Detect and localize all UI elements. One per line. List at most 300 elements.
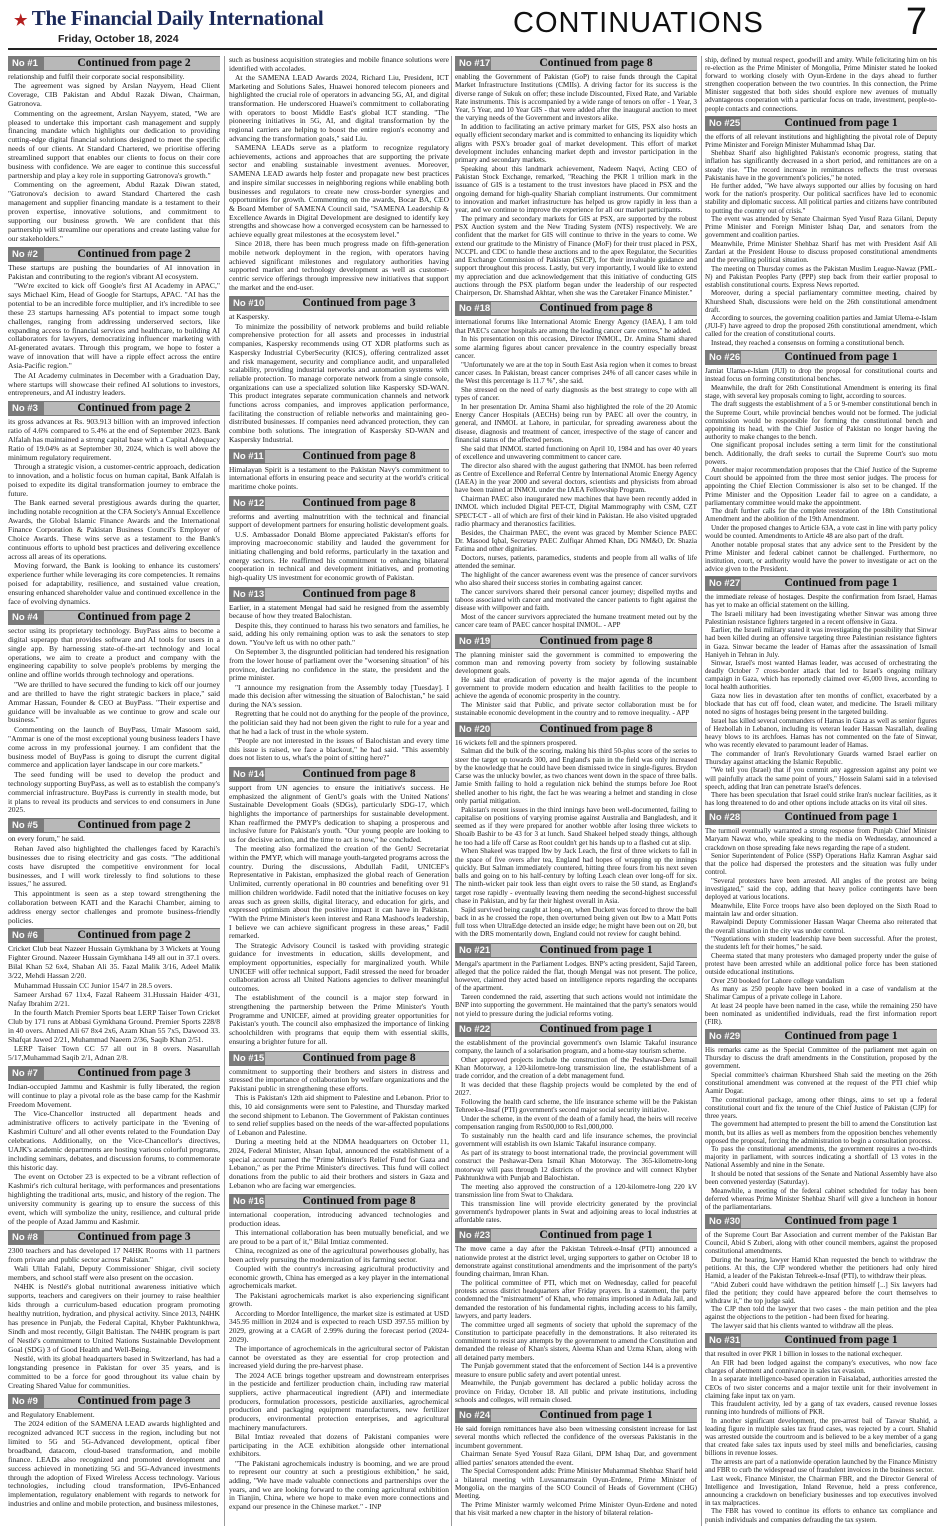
continuation-header (455, 56, 697, 71)
paragraph: that resulted in over PKR 1 billion in losses to the national exchequer. (705, 1350, 903, 1359)
article (229, 496, 449, 583)
article-body (705, 827, 937, 1026)
paragraph: "We are thrilled to have secured the funding to kick off our journey and are thrilled to have the right strategic backers in place," said Ammar Hassan, Founder & CEO at BuyPass. "Their expertise and guidance will be invaluable as we continue to grow and scale our business." (8, 679, 220, 725)
paragraph: Israel has killed several commanders of Hamas in Gaza as well as senior figures of Hezbollah in Lebanon, including its veteran leader Hassan Nasrallah, dealing heavy blows to its archfoes. Hamas has not commented on the fate of Sinwar, who was recently elevated to paramount leader of Hamas. (705, 716, 937, 750)
continuation-number: No #21 (455, 944, 491, 957)
article (229, 1051, 449, 1191)
paragraph: The Special Correspondent adds: Prime Minister Muhammad Shehbaz Sharif held a bilateral meeting with Luvsannamsrain Oyun-Erdene, Prime Minister of Mongolia, on the margins of the SCO Council of Heads of Government (CHG) Meeting. (455, 1467, 697, 1500)
paragraph: Following the health card scheme, the life insurance scheme will be the Pakistan Tehreek-e-Insaf (PTI) government's second major social security initiative. (455, 1098, 697, 1115)
paragraph: at Kaspersky. (229, 312, 270, 322)
paragraph: This transmission line will provide electricity generated by the provincial government's hydropower plants in Swat and adjoining areas to local industries at affordable rates. (455, 1199, 697, 1224)
paragraph: Moving forward, the Bank is looking to enhance its customers' experience further while leveraging its core competencies. It remains poised for adaptability, resilience, and sustained value creation, ensuring enhanced shareholder value and continued excellence in the face of evolving dynamics. (8, 561, 220, 606)
paragraph: SAMENA LEADs serve as a platform to recognize regulatory achievements, actions and approaches that are supporting the private sector and enabling sustainable investment avenues. Moreover, SAMENA LEAD awards help foster and propagate new best practices and inspire similar successes in neighboring regions while enabling both businesses and regulators to create new cross-border synergies and opportunities for growth. Commenting on the awards, Bocar BA, CEO & Board Member of SAMENA Council said, "SAMENA Leadership & Excellence Awards in Digital Development are designed to identify key strengths and showcase how a converged ecosystem can be harnessed to achieve equally great milestones at the ecosystem level." (229, 143, 449, 240)
continuation-label: Continued from page 8 (302, 449, 416, 462)
continuation-header (705, 1214, 937, 1229)
paragraph: This fraudulent activity, led by a gang of tax evaders, caused revenue losses running into hundreds of millions of PKR. (705, 1400, 937, 1417)
continuation-header (455, 634, 697, 649)
article-body (455, 1425, 697, 1517)
paragraph: She said that INMOL started functioning on April 10, 1984 and has over 40 years of excellence and unwavering commitment to cancer care. (455, 444, 697, 461)
article-body (229, 784, 449, 1047)
paragraph: The establishment of the council is a major step forward in strengthening the partnership between the Prime Minister's Youth Programme and UNICEF, aimed at providing greater opportunities for Pakistan's youth. The council also emphasized the importance of linking schoolchildren with programs that equip them with essential skills, ensuring a brighter future for all. (229, 993, 449, 1046)
continuation-number: No #16 (229, 1195, 265, 1208)
continuation-header (229, 1051, 449, 1066)
continuation-number: No #29 (705, 1030, 741, 1043)
paragraph: To sustainably run the health card and life insurance schemes, the provincial government will establish its own Islamic Takaful insurance company. (455, 1132, 697, 1149)
paragraph: Instead, they reached a consensus on forming a constitutional bench. (711, 339, 905, 347)
continuation-header (8, 1230, 220, 1245)
article (8, 247, 220, 399)
paragraph: Senior Superintendent of Police (SSP) Operations Hafiz Kamran Asghar said that the police had dispersed the protesters and the situation was fully under control. (705, 852, 937, 877)
article-body (705, 593, 937, 807)
paragraph: The meeting also approved the construction of a 120-kilometre-long 220 kV transmission line from Swat to Chakdara. (455, 1182, 697, 1199)
continuation-header (229, 296, 449, 311)
article (705, 56, 937, 113)
paragraph: One significant proposal includes setting a term limit for the constitutional bench. Additionally, the draft seeks to curtail the Supreme Court's suo motu powers. (705, 441, 937, 466)
continuation-label: Continued from page 1 (784, 1215, 898, 1227)
paragraph: The committee urged all segments of society that uphold the supremacy of the Constitution to participate peacefully in the demonstrations. It also reiterated its commitment to resist any attempts by the government to amend the Constitution and demanded the release of Khan's sisters, Aleema Khan and Uzma Khan, along with all detained party members. (455, 1320, 697, 1362)
paragraph: "Negotiations with student leadership have been successful. After the protest, the students left for their homes," he said. (705, 935, 937, 952)
paragraph: Meanwhile, the draft for 26th Constitutional Amendment is entering its final stage, with several key proposals coming to light, according to sources. (705, 383, 937, 400)
paragraph: Through a strategic vision, a customer-centric approach, dedication to innovation, and a holistic focus on human capital, Bank Alfalah is poised to expedite its digital transformation journey to embrace the future. (8, 462, 220, 499)
continuation-header (705, 810, 937, 825)
paragraph: Sajid survived being caught at long-on, when Duckett was forced to throw the ball back in as he crossed the rope, then overturned being given out lbw to a Matt Potts full toss when UltraEdge detected an inside edge; he might have been out on 20, but with the DRS momentarily down, England could not review for caught behind. (455, 905, 697, 939)
paragraph: Indian-occupied Jammu and Kashmir is fully liberated, the region will continue to play a pivotal role as the base camp for the Kashmir Freedom Movement. (8, 1082, 220, 1110)
article (455, 1022, 697, 1225)
article (455, 1228, 697, 1404)
paragraph: the immediate release of hostages. Despite the confirmation from Israel, Hamas has yet to make an official statement on the killing. (705, 592, 937, 610)
paragraph: Despite this, they continued to harass his two senators and families, he said, adding his only remaining option was to ask the senators to step down. "You've left us with no other path." (229, 620, 449, 648)
continuation-header (705, 576, 937, 591)
continuation-label: Continued from page 1 (539, 1229, 653, 1242)
continuation-label: Continued from page 1 (784, 1030, 898, 1043)
article-body (8, 264, 220, 399)
continuation-header (229, 767, 449, 782)
continuation-header (229, 587, 449, 602)
paragraph: In the fourth Match Premier Sports beat LERP Taiser Town Cricket Club by 171 runs at Abbasi Gymkhana Ground. Premier Sports 228/8 in 40 overs. Ahmed Ali 67 8x4 2x6, Azam Khan 55 7x5, Dawood 33. Shafqat Jawed 2/21, Muhammad Naeem 2/36, Saqib Khan 2/51. (8, 1008, 220, 1044)
paragraph: The meeting also formalized the creation of the GenU Secretariat within the PMYP, which will manage youth-targeted programs across the country. During the discussions, Abdullah Fadil, UNICEF's Representative in Pakistan, emphasized the global reach of Generation Unlimited, currently operational in 80 countries and benefiting over 91 million children worldwide. Fadil noted that the initiative focuses on key areas such as green skills, digital literacy, and education for girls, and expressed optimism about the positive impact it can have in Pakistan. "With the Prime Minister's keen interest and Rana Mashood's leadership, I believe we can achieve significant progress in these areas," Fadil remarked. (229, 844, 449, 941)
paragraph: It should be noted that sessions of the Senate and National Assembly have also been convened yesterday (Saturday). (705, 1170, 937, 1187)
continuation-number: No #17 (455, 57, 491, 70)
paragraph: Cheema stated that many protesters who damaged property under the guise of protest have been arrested while an additional police force has been stationed outside educational institutions. (705, 951, 937, 976)
continuation-header (8, 56, 220, 71)
article (229, 56, 449, 292)
continuation-label: Continued from page 8 (539, 722, 653, 735)
article-body (229, 604, 449, 763)
paragraph: The draft further calls for the complete restoration of the 18th Constitutional Amendment and the abolition of the 19th Amendment. (705, 507, 937, 524)
paragraph: Earlier, the Israeli military stated it was investigating the possibility that Sinwar had been killed during an offensive targeting three Palestinian resistance fighters in Gaza. Sinwar became the leader of Hamas after the assassination of Ismail Haniyeh in Tehran in July. (705, 626, 937, 659)
paragraph: In a separate intelligence-based operation in Faisalabad, authorities arrested the CEOs of two sister concerns and a major textile unit for their involvement in claiming fake input tax on yarn. (705, 1375, 937, 1400)
paragraph: Regretting that he could not do anything for the people of the province, the politician said they had not been given the right to rule for a year and that he had a lack of trust in the whole system. (229, 709, 449, 736)
article (455, 722, 697, 939)
continuation-number: No #2 (8, 248, 44, 261)
paragraph: These startups are pushing the boundaries of AI innovation in Pakistan and contributing to the region's vibrant AI ecosystem. (8, 262, 220, 281)
paragraph: Shehbaz Sharif also highlighted Pakistan's economic progress, stating that inflation has significantly decreased in a short period, and remittances are on a steady rise. "The record increase in remittances reflects the trust overseas Pakistanis have in the government's policies," he noted. (705, 149, 937, 182)
article (8, 1394, 220, 1509)
paragraph: of the Supreme Court Bar Association and current member of the Pakistan Bar Council, Abid S Zuberi, along with other council members, against the proposed constitutional amendments. (705, 1231, 937, 1256)
continuation-label: Continued from page 1 (784, 1334, 898, 1347)
continuation-header (455, 1408, 697, 1423)
paragraph: the efforts of all relevant institutions and highlighting the pivotal role of Deputy Prime Minister and Foreign Minister Muhammad Ishaq Dar. (705, 132, 937, 149)
article (705, 810, 937, 1026)
continuation-header (229, 449, 449, 464)
continuation-label: Continued from page 1 (539, 1409, 653, 1421)
paragraph: According to sources, the governing coalition parties and Jamiat Ulema-e-Islam (JUI-F) have agreed to drop the proposed 26th constitutional amendment, which called for the creation of constitutional courts. (705, 314, 937, 339)
continuation-header (229, 496, 449, 511)
paragraph: The political committee of PTI, which met on Wednesday, called for peaceful protests across district headquarters after Friday prayers. In a statement, the party condemned the "mistreatment" of Khan, who remains imprisoned in Adiala Jail, and demanded the restoration of his fundamental rights, including access to his family, lawyers, and party leaders. (455, 1278, 697, 1320)
continuation-number: No #11 (229, 450, 265, 463)
article-body (229, 513, 449, 583)
article-body (455, 1039, 697, 1225)
continuation-number: No #25 (705, 117, 741, 130)
continuation-label: Continued from page 1 (539, 1022, 653, 1035)
paragraph: This is Pakistan's 12th aid shipment to Palestine and Lebanon. Prior to this, 10 aid consignments were sent to Palestine, and Thursday marked the second shipment to Lebanon. The Government of Pakistan continues to send relief supplies based on the needs of the war-affected populations of Lebanon and Palestine. (229, 1093, 449, 1137)
paragraph: Meanwhile, Prime Minister Shehbaz Sharif has met with President Asif Ali Zardari at the President House to discuss proposed constitutional amendments and the prevailing political situation. (705, 239, 937, 265)
paragraph: The move came a day after the Pakistan Tehreek-e-Insaf (PTI) announced a nationwide protest at the district level, urging supporters to gather on October 18 to demonstrate against constitutional amendments and the imprisonment of the party's founding chairman, Imran Khan. (455, 1245, 697, 1278)
article-body (8, 418, 220, 607)
continuation-label: Continued from page 8 (302, 587, 416, 600)
continuation-number: No #18 (455, 302, 491, 315)
continuation-label: Continued from page 8 (539, 634, 653, 647)
paragraph: The FBR has vowed to continue its efforts to enhance tax compliance and punish individuals and companies defrauding the tax system. (705, 1507, 937, 1524)
continuation-number: No #30 (705, 1215, 741, 1228)
paragraph: Bilal Imtiaz revealed that dozens of Pakistani companies were participating in the ACE exhibition alongside other international exhibitors. (229, 1431, 449, 1459)
paragraph: international forums like International Atomic Energy Agency (IAEA), I am told that PAEC's cancer hospitals are among the leading cancer care centres," he added. (455, 318, 697, 335)
paragraph: Meanwhile, the Punjab government has declared a public holiday across the province on Friday, October 18. All public and private institutions, including schools and colleges, will remain closed. (455, 1379, 697, 1404)
column-divider (224, 56, 225, 1526)
article-body (705, 367, 937, 573)
paragraph: The cancer survivors shared their personal cancer journey; dispelled myths and taboos associated with cancer and motivated the cancer patients to fight against the disease with willpower and faith. (455, 587, 697, 613)
paragraph: sector using its proprietary technology. BuyPass aims to become a digital superapp that provides software and AI tools for users in a single app. By harnessing state-of-the-art technology and local operations, we aim to create a product and company with the engineering capability to solve people's problems by merging the online and offline worlds through technology and operations. (8, 625, 220, 680)
continuation-header (8, 247, 220, 262)
paragraph: The 2024 edition of the SAMENA LEAD awards highlighted and recognized advanced ICT success in the region, including but not limited to 5G and 5G-Advanced development, optical fiber broadband, datacom, cloud-based transformation, and mobile finance. LEADs also recognized and promoted development and success achieved in monetizing 5G and 5G-Advanced investments through the adoption of Fixed Wireless Access technology. Various technologies, including cloud transformation, IPv6-Enhanced implementation, regulatory enablement with regards to network for industries and online and mobile protection, and business milestones, (8, 1419, 220, 1509)
article (8, 56, 220, 244)
paragraph: Muhammad Hussain CC Junior 154/7 in 28.5 overs. (14, 980, 173, 990)
paragraph: support from UN agencies to ensure the initiative's success. He emphasized the alignment of GenU's goals with the United Nations' Sustainable Development Goals (SDGs), particularly SDG-17, which highlights the importance of partnerships for sustainable development. Khan reaffirmed the PMYP's dedication to shaping a prosperous and inclusive future for Pakistan's youth. "Our young people are looking to us for decisive action, and the time to act is now," he concluded. (229, 782, 449, 845)
paragraph: An FIR had been lodged against the company's executives, who now face charges of abetment and connivance in sales tax evasion. (705, 1358, 937, 1375)
paragraph: Tareen condemned the raid, asserting that such actions would not intimidate the BNP into supporting the government. He maintained that the party's senators would not yield to pressure during the judicial reforms voting. (455, 993, 697, 1018)
paragraph: "We tell you (Israel) that if you commit any aggression against any point we will painfully attack the same point of yours," Hossein Salami said in a televised speech, adding that Iran can penetrate Israel's defences. (705, 766, 937, 791)
continuation-number: No #27 (705, 577, 741, 590)
article-body (705, 133, 937, 347)
paragraph: Besides, the Chairman PAEC, the event was graced by Member Science PAEC Dr. Masood Iqbal, Secretary PAEC Zulfiqar Ahmed Khan, DG NM&O, Dr. Shazia Fatima and other dignitaries. (455, 528, 697, 553)
paragraph: Another major recommendation proposes that the Chief Justice of the Supreme Court should be appointed from the three most senior judges. The process for appointing the Chief Election Commissioner is also set to be changed. If the Prime Minister and the Opposition Leader fail to agree on a candidate, a parliamentary committee would make the appointment. (705, 466, 937, 507)
article-body (455, 739, 697, 939)
continuation-label: Continued from page 2 (77, 57, 191, 69)
paragraph: In addition to facilitating an active primary market for GIS, PSX also hosts an equally efficient secondary market and is committed to enhancing its liquidity which aligns with PSX's broader goal of market development. This effort of market development includes enhancing market depth and investor participation in the primary and secondary markets. (455, 123, 697, 164)
paragraph: Cricket Club beat Nazeer Hussain Gymkhana by 3 Wickets at Young Fighter Ground. Nazeer Hussain Gymkhana 149 all out in 37.1 overs. Bilal Khan 52 6x4, Shaban Ali 35. Fazal Malik 3/16, Adeel Malik 3/22, Mehdi Hassan 2/20. (8, 944, 220, 981)
paragraph: The meeting on Thursday comes as the Pakistan Muslim League-Nawaz (PML-N) and Pakistan Peoples Party (PPP) step back from their earlier proposal to establish constitutional courts. Express News reported. (705, 264, 937, 289)
continuation-label: Continued from page 1 (784, 351, 898, 364)
paragraph: The draft suggests the establishment of a 5 or 9-member constitutional bench in the Supreme Court, while provincial benches would not be formed. The judicial commission would be responsible for forming the constitutional bench and appointing its head, with the Chief Justice of Pakistan no longer having the authority to make changes to the bench. (705, 400, 937, 441)
continuation-number: No #12 (229, 497, 265, 510)
continuation-header (8, 1066, 220, 1081)
paragraph: Mengal's apartment in the Parliament Lodges. BNP's acting president, Sajid Tareen, alleged that the police raided the flat, though Mengal was not present. The police, however, claimed they acted based on intelligence reports regarding the occupants of the apartment. (455, 959, 697, 993)
continuation-number: No #8 (8, 1231, 44, 1244)
paragraph: This appointment is seen as a step toward strengthening the collaboration between KATI and the Karachi Chamber, aiming to address energy sector challenges and promote business-friendly policies. (8, 888, 220, 925)
paragraph: its gross advances at Rs. 903.913 billion with an improved infection ratio of 4.6% compared to 5.4% at the end of September 2023. Bank Alfalah has maintained a strong capital base with a Capital Adequacy Ratio of 19.04% as at September 30, 2024, which is well above the minimum regulatory requirement. (8, 417, 220, 462)
continuation-number: No #20 (455, 723, 491, 736)
paragraph: The event on October 23 is expected to be a vibrant reflection of Kashmir's rich cultural heritage, with performances and presentations highlighting the traditional arts, music, and history of the region. The university community is gearing up to ensure the success of this event, which will symbolize the unity, resilience, and cultural pride of the people of Azad Jammu and Kashmir. (8, 1172, 220, 1226)
paragraph: Meanwhile, Elite Force troops have also been deployed on the Sixth Road to maintain law and order situation. (705, 901, 937, 918)
paragraph: Himalayan Spirit is a testament to the Pakistan Navy's commitment to international efforts in ensuring peace and security at the world's critical maritime choke points. (229, 464, 449, 491)
paragraph: Commenting on the agreement, Abdul Razak Diwan stated, "Gatronova's decision to award Standard Chartered the cash management and supplier financing mandate is a testament to their proven expertise, innovative solutions, and commitment to supporting our business growth. We are confident that this partnership will streamline our operations and create lasting value for our stakeholders." (8, 180, 220, 243)
continuation-header (8, 1394, 220, 1409)
paragraph: Commenting on the agreement, Arslan Nayyem, stated, "We are pleased to undertake this important cash management and supply financing mandate which highlights our dedication to providing cutting-edge digital financial solutions designed to meet the specific needs of our clients. At Standard Chartered, we prioritise offering streamlined support that enables our clients to focus on their core business with confidence. We are eager to continue this successful partnership and play a key role in supporting Gatronova's growth." (8, 108, 220, 180)
continuation-number: No #7 (8, 1067, 44, 1080)
paragraph: enabling the Government of Pakistan (GoP) to raise funds through the Capital Market Infrastructure Institutions (CMIIs). A driving factor for its success is the diverse range of Sukuk on offer; these include Discounted, Fixed Rate, and Variable Rate instruments. This is accompanied by a wide range of tenors on offer - 1 Year, 3 Year, 5 Year, and 10 Year GIS - that were added after the inaugural auction to meet the varying needs of the Government and investors alike. (455, 73, 697, 123)
article (8, 928, 220, 1063)
paragraph: Meanwhile, a meeting of the federal cabinet scheduled for today has been deferred whereas Prime Minister Shehbaz Sharif will give a luncheon in honour of the parliamentarians. (705, 1186, 937, 1211)
paragraph: and Regulatory Enablement. (8, 1409, 95, 1419)
paragraph: In her presentation Dr. Amina Shami also highlighted the role of the 20 Atomic Energy Cancer Hospitals (AECHs) being run by PAEC all over the country, in general, and INMOL at Lahore, in particular, for spreading awareness about the disease, diagnosis and treatment of cancer, irrespective of the stage of cancer and financial status of the affected person. (455, 402, 697, 444)
paragraph: The director also shared with the august gathering that INMOL has been referred as Centre of Excellence and Referral Centre by International Atomic Energy Agency (IAEA) in the year 2000 and several doctors, scientists and physicists from abroad have been trained at INMOL under the IAEA Fellowship Program. (455, 461, 697, 495)
continuation-header (705, 1029, 937, 1044)
paragraph: The government had attempted to present the bill to amend the Constitution last month, but its allies as well as members from the opposition benches vehemently opposed the proposal, forcing the administration to begin a consultation process. (705, 1120, 937, 1145)
issue-date: Friday, October 18, 2024 (58, 33, 179, 45)
paragraph: relationship and fulfil their corporate social responsibility. (8, 72, 185, 81)
paragraph: At least 24 people have been named in the case, while the remaining 250 have been nominated as unidentified individuals, read the first information report (FIR). (705, 1001, 937, 1027)
paragraph: Sameer Arshad 67 11x4, Fazal Raheem 31.Hussain Haider 4/31, Nafay Ibrahim 2/21. (8, 989, 220, 1008)
article-body (705, 1046, 937, 1211)
paragraph: The CJP then told the lawyer that two cases - the main petition and the plea against the objections to the petition - had been fixed for hearing. (705, 1305, 937, 1322)
paragraph: During the hearing, lawyer Hamid Khan requested the bench to withdraw the petitions. At this, the CJP wondered whether the petitioners had only hired Hamid, a leader of the Pakistan Tehreek-e-Insaf (PTI), to withdraw their pleas. (705, 1255, 937, 1280)
paragraph: The Punjab government stated that the enforcement of Section 144 is a preventive measure to ensure public safety and avert potential unrest. (455, 1362, 697, 1379)
paragraph: Gaza now lies in devastation after ten months of conflict, exacerbated by a blockade that has cut off food, clean water, and medicine. The Israeli military noted no signs of hostages being present in the targeted building. (705, 692, 937, 717)
paragraph: Commenting on the launch of BuyPass, Umair Masoom said, "Ammar is one of the most exceptional young business leaders I have come across in my professional journey. I am confident that the business model of BuyPass is going to disrupt the current digital commerce and application layer landscape in our core markets." (8, 724, 220, 770)
article (705, 350, 937, 573)
continuation-header (455, 1022, 697, 1037)
paragraph: According to Mordor Intelligence, the market size is estimated at USD 345.95 million in 2024 and is expected to reach USD 397.55 million by 2029, growing at a CAGR of 2.99% during the forecast period (2024-2029). (229, 1308, 449, 1344)
paragraph: Under the proposed changes to Article 63A, a vote cast in line with party policy would be counted. Amendments to Article 48 are also part of the draft. (705, 523, 937, 540)
continuation-number: No #15 (229, 1052, 265, 1065)
paragraph: To pass the constitutional amendments, the government requires a two-thirds majority in parliament, with sources indicating a shortfall of 13 votes in the National Assembly and nine in the Senate. (705, 1145, 937, 1170)
continuation-header (455, 301, 697, 316)
paragraph: Rawalpindi Deputy Commissioner Hassan Waqar Cheema also reiterated that the overall situation in the city was under control. (705, 918, 937, 935)
paragraph: Last week, Finance Minister, the Chairman FBR, and the Director General of Intelligence and Investigation, Inland Revenue, held a press conference, announcing a crackdown on beneficiary businesses and top executives involved in tax malpractices. (705, 1474, 937, 1507)
article (705, 1214, 937, 1330)
paragraph: It was decided that these flagship projects would be completed by the end of 2027. (455, 1081, 697, 1098)
paragraph: "Abid Zuberi could have withdrawn the petition himself [...] Six lawyers had filed the petition; they could have appeared before the court themselves to withdraw it," the top judge said. (705, 1280, 937, 1305)
paragraph: He further added, "We have always supported our allies by focusing on hard work for the nation's prosperity. Our political sacrifices have led to economic stability and diplomatic success. All political parties and citizens have contributed to putting the country out of crisis." (705, 182, 937, 215)
article (8, 401, 220, 607)
paragraph: U.S. Ambassador Donald Blome appreciated Pakistan's efforts for improving macroeconomic stability and lauded the government for initiating challenging and bold reforms, particularly in the taxation and energy sectors. He reaffirmed his commitment to enhancing bilateral cooperation in technical and development initiatives, and promoting high-quality US investment for economic growth of Pakistan. (229, 529, 449, 583)
article-body (8, 945, 220, 1063)
continuation-label: Continued from page 8 (539, 57, 653, 69)
article-body (229, 56, 449, 292)
article-body (229, 1211, 449, 1511)
paragraph: The Prime Minister warmly welcomed Prime Minister Oyun-Erdene and noted that his visit marked a new chapter in the history of bilateral relation- (455, 1500, 697, 1517)
paragraph: The Strategic Advisory Council is tasked with providing strategic guidance for investments in education, skills development, and employment opportunities, especially for marginalized youth. While UNICEF will offer technical support, Fadil stressed the need for broader collaboration across all United Nations agencies to deliver meaningful outcomes. (229, 940, 449, 994)
paragraph: The agreement was signed by Arslan Nayyem, Head Client Coverage, CIB Pakistan and Abdul Razak Diwan, Chairman, Gatronova. (8, 81, 220, 109)
continuation-header (705, 116, 937, 131)
paragraph: The highlight of the cancer awareness event was the presence of cancer survivors who also shared their success stories in combating against cancer. (455, 570, 697, 587)
continuation-label: Continued from page 1 (784, 576, 898, 589)
paragraph: The Vice-Chancellor instructed all department heads and administrative officers to actively participate in the 'Evening of Kashmiri Culture' and all other events related to the Foundation Day celebrations. Additionally, on the Vice-Chancellor's directives, UAJK's academic departments are hosting various colorful programs, including seminars, debates, and discussion forums, to commemorate this historic day. (8, 1109, 220, 1172)
article (455, 56, 697, 297)
article (229, 767, 449, 1047)
paragraph: LERP Taiser Town CC 57 all out in 8 overs. Nasarullah 5/17,Muhammad Saqib 2/1, Adnan 2/8. (8, 1044, 220, 1063)
paragraph: ;reforms and averting malnutrition with the technical and financial support of development partners for ensuring holistic development goals. (229, 511, 449, 530)
paragraph: The primary and secondary markets for GIS at PSX, are supported by the robust PSX Auction system and the New Trading System (NTS) respectively. We are confident that the market for GIS will continue to thrive in the years to come. We extend our gratitude to the Ministry of Finance (MoF) for their trust placed in PSX, NCCPL and CDC to handle these auctions and to the apex Regulator, the Securities and Exchange Commission of Pakistan (SECP), for their invaluable guidance and support throughout this process. Lastly, but very importantly, I would like to extend my appreciation and due acknowledgement that this initiative of conducting GIS auctions through the PSX platform began under the leadership of our respected Chairperson, Dr. Shamshad Akhtar, when she was the Caretaker Finance Minister." (455, 214, 697, 297)
paragraph: commitment to supporting their brothers and sisters in distress and stressed the importance of collaboration by welfare organizations and the Pakistani public in strengthening these efforts. (229, 1066, 449, 1093)
article-body (455, 960, 697, 1018)
continuation-header (8, 928, 220, 943)
continuation-header (8, 401, 220, 416)
continuation-number: No #31 (705, 1334, 741, 1347)
continuation-header (8, 818, 220, 833)
continuation-number: No #1 (8, 57, 44, 70)
paragraph: Jamiat Ulama-e-Islam (JUI) to drop the proposal for constitutional courts and instead focus on forming constitutional benches. (705, 367, 937, 384)
article (229, 296, 449, 444)
continuation-label: Continued from page 8 (302, 767, 416, 780)
continuation-label: Continued from page 1 (784, 811, 898, 824)
column-divider (451, 56, 452, 1526)
paragraph: To minimize the possibility of network problems and build reliable comprehensive protection for all assets and processes in industrial companies, Kaspersky recommends using OT XDR platforms such as Kaspersky Industrial CyberSecurity (KICS), offering centralized asset and risk management, security and compliance audit, and unparalleled scalability, providing industrial networks and automation systems with reliable protection. To manage corporate network from a single console, organizations can use a specialized solution like Kaspersky SD-WAN. This product integrates separate communication channels and network functions across companies, and improves application performance, facilitating the construction of reliable networks and maintaining geo-distributed businesses. If companies need advanced protection, they can combine both solutions. The integration of Kaspersky SD-WAN and Kaspersky Industrial. (229, 321, 449, 444)
paragraph: China, recognized as one of the agricultural powerhouses globally, has been actively pursuing the modernization of its farming sector. (229, 1246, 449, 1264)
article (705, 116, 937, 347)
continuation-label: Continued from page 2 (77, 819, 191, 832)
paragraph: Chairman PAEC also inaugurated new machines that have been recently added in INMOL which included Digital PET-CT, Digital Mammography with CSM, CZT SPECT-CT - all of which are first of their kind in Pakistan. He also visited upgraded radio pharmacy and theranostics facilities. (455, 495, 697, 528)
paragraph: The constitutional package, among other things, aims to set up a federal constitutional court and fix the tenure of the Chief Justice of Pakistan (CJP) for three years. (705, 1095, 937, 1120)
paragraph: the establishment of the provincial government's own Islamic Takaful insurance company, the launch of a solarisation program, and a home-stay tourism scheme. (455, 1038, 697, 1055)
paragraph: There has been speculation that Israel could strike Iran's nuclear facilities, as it has long threatened to do and other options include attacks on its vital oil sites. (705, 791, 937, 808)
paragraph: N4HK is Nestlé's global nutritional awareness initiative which supports, teachers and caregivers on their journey to raise healthier kids through a curriculum-based education program promoting healthy nutrition, hydration, and physical activity. Since 2013, N4HK has presence in Punjab, the Federal Capital, Khyber Pakhtunkhwa, Sindh and most recently, Gilgit Baltistan. The N4HK program is part of Nestlé's commitment to United Nations Sustainable Development Goal (SDG) 3 of Good Health and Well-Being. (8, 1282, 220, 1354)
paragraph: international cooperation, introducing advanced technologies and production ideas. (229, 1210, 449, 1229)
paragraph: Since 2018, there has been much progress made on fifth-generation mobile network deployment in the region, with operators having achieved significant milestones and regulatory authorities having supported market and technology development as well as customer-centric service offerings through impressive new initiatives that support the market and the end-user. (229, 239, 449, 292)
continuation-label: Continued from page 1 (539, 943, 653, 956)
column-3 (455, 56, 697, 1526)
article-body (8, 1411, 220, 1509)
paragraph: Doctors, nurses, patients, paramedics, students and people from all walks of life attended the seminar. (455, 553, 697, 570)
continuation-header (705, 350, 937, 365)
paragraph: Sinwar, Israel's most wanted Hamas leader, was accused of orchestrating the deadly October 7 cross-border attack that led to Israel's ongoing military campaign in Gaza, which has reportedly claimed over 45,000 lives, according to local health authorities. (705, 659, 937, 692)
continuation-label: Continued from page 8 (302, 1051, 416, 1064)
paragraph: The Bank earned several prestigious awards during the quarter, including notable recognition at the CFA Society's Annual Excellence Awards, the Global Islamic Finance Awards and the International Finance Corporation & Pakistan Business Council's Employer of Choice Awards. These wins serve as a testament to the Bank's continuous efforts to uphold best practices and delivering excellence across all areas of its operations. (8, 498, 220, 561)
paragraph: ship, defined by mutual respect, goodwill and amity. While felicitating him on his re-election as the Prime Minister of Mongolia, Prime Minister stated he looked forward to working closely with Oyun-Erdene in the days ahead to further strengthen cooperation between the two countries. In this connection, the Prime Minister suggested that both sides should explore new avenues of mutually advantageous cooperation with a particular focus on trade, investment, people-to-people contacts and connections. (705, 56, 937, 113)
paragraph: "I announce my resignation from the Assembly today [Tuesday]. I made this decision after witnessing the situation of Balochistan," he said during the NA's session. (229, 682, 449, 709)
paragraph: Nestlé, with its global headquarters based in Switzerland, has had a longstanding presence in Pakistan for over 35 years, and is committed to be a force for good throughout its value chain by Creating Shared Value for communities. (8, 1354, 220, 1390)
paragraph: The 2024 ACE brings together upstream and downstream enterprises in the pesticide and fertilizer production chain, including raw material suppliers, active pharmaceutical ingredient (API) and intermediate producers, formulation processors, pesticide auxiliaries, agrochemical production and packaging equipment manufacturers, new fertilizer producers, environmental protection enterprises, and agricultural machinery manufacturers. (229, 1370, 449, 1432)
paragraph: "Unfortunately we are at the top in South East Asia region when it comes to breast cancer cases. In Pakistan, breast cancer comprises 24% of all cancer cases while in the West this percentage is 11.7 %", she said. (455, 360, 697, 385)
paragraph: "We're excited to kick off Google's first AI Academy in APAC," says Michael Kim, Head of Google for Startups, APAC. "AI has the potential to be an incredible force multiplier, and it's incredible to see these 23 startups harnessing AI's potential to impact some tough challenges, ranging from addressing underserved sectors, like expanding access to financial services and healthcare, to building AI collaborators for lawyers, democratizing influencer marketing with AI-generated avatars. Through this program, we hope to foster a wave of innovation that will have a ripple effect across the entire Asia-Pacific region." (8, 281, 220, 371)
paragraph: Under the scheme, in the event of the death of a family head, the heirs will receive compensation ranging from Rs500,000 to Rs1,000,000. (455, 1115, 697, 1132)
article (8, 610, 220, 816)
continuation-number: No #9 (8, 1395, 44, 1408)
paragraph: As many as 250 people have been booked in a case of vandalism at the Shalimar Campus of a private college in Lahore. (705, 985, 937, 1002)
article-body (705, 1350, 937, 1523)
article (8, 1230, 220, 1391)
article (455, 301, 697, 629)
continuation-header (229, 1194, 449, 1209)
article (229, 1194, 449, 1511)
brand-name: The Financial Daily International (31, 6, 324, 30)
continuation-number: No #13 (229, 588, 265, 601)
article (455, 943, 697, 1018)
article-body (229, 1068, 449, 1191)
article-body (229, 466, 449, 492)
paragraph: "The Pakistani agrochemicals industry is booming, and we are proud to represent our country at such a prestigious exhibition," he said, adding, "We have made valuable connections and partnerships over the years, and we are looking forward to the coming agricultural exhibition in Tianjin, China, where we hope to make even more connections and expand our presence in the Chinese market." - INP (229, 1458, 449, 1512)
star-icon: ★ (14, 13, 28, 29)
paragraph: The AI Academy culminates in December with a Graduation Day, where startups will showcase their refined AI solutions to investors, entrepreneurs, and AI industry leaders. (8, 370, 220, 398)
article-body (455, 318, 697, 629)
continuation-number: No #22 (455, 1023, 491, 1036)
article (229, 587, 449, 763)
paragraph: The seed funding will be used to develop the product and technology supporting BuyPass, as well as to establish the company's commercial infrastructure. BuyPass is currently in stealth mode, but it plans to reveal its products and services to end consumers in June 2025. (8, 769, 220, 815)
article (705, 576, 937, 807)
article-body (8, 627, 220, 816)
article-body (705, 1231, 937, 1330)
article-body (8, 1083, 220, 1227)
paragraph: Special committee's chairman Khursheed Shah said the meeting on the 26th constitutional amendment was convened at the request of the PTI chief whip Aamir Dogar. (705, 1070, 937, 1096)
paragraph: such as business acquisition strategies and mobile finance solutions were identified with accolades. (229, 56, 449, 73)
paragraph: As part of its strategy to boost international trade, the provincial government will construct the Peshawar-Dera Ismail Khan Motorway. The 365-kilometre-long motorway will pass through 12 districts of the province and will connect Khyber Pakhtunkhwa with Punjab and Balochistan. (455, 1149, 697, 1182)
paragraph: When Shakeel was trapped lbw by Jack Leach, the first of three wickets to fall in the space of five overs after tea, England had hopes of wrapping up the innings quickly. But Salman immediately countered, hitting three fours from his next seven balls and going on to his half-century by lofting Leach clean over long-off for six. The ninth-wicket pair took less than eight overs to raise the 50 stand, as England's target rose rapidly - eventually leaving them needing the second-highest successful chase in Pakistan, and by far their highest overall in Asia. (455, 847, 697, 905)
article-body (455, 73, 697, 297)
paragraph: The lawyer said that his clients wanted to withdraw all the pleas. (711, 1322, 894, 1331)
article-body (455, 651, 697, 718)
article-body (705, 56, 937, 113)
paragraph: His remarks came as the Special Committee of the parliament met again on Thursday to discuss the draft amendments in the Constitution, proposed by the government. (705, 1046, 937, 1071)
paragraph: Moreover, during a special parliamentary committee meeting, chaired by Khursheed Shah, discussions were held on the 26th constitutional amendment draft. (705, 289, 937, 314)
article-body (8, 73, 220, 244)
column-4 (705, 56, 937, 1526)
continuation-label: Continued from page 1 (784, 116, 898, 129)
paragraph: At the SAMENA LEAD Awards 2024, Richard Liu, President, ICT Marketing and Solutions Sales, Huawei honored telecom pioneers and highlighted the crucial role of operators in advancing 5G, AI, and digital transformation. He underscored Huawei's commitment to collaborating with operators to boost Middle East's global ICT standing. "The pioneering initiatives in 5G, AI, and digital transformation by the regional carriers are helping to boost the entire region's economy and advancing the transformation goals," said Liu. (229, 72, 449, 143)
article (8, 1066, 220, 1227)
paragraph: On September 3, the disgruntled politician had tendered his resignation from the lower house of parliament over the "worsening situation" of his province, declaring no confidence in the state, the president and the prime minister. (229, 647, 449, 683)
paragraph: "Several protesters have been arrested. All angles of the protest are being investigated," said the cop, adding that heavy police contingents have been deployed at various locations. (705, 876, 937, 902)
newspaper-logo (14, 6, 323, 31)
paragraph: The importance of agrochemicals in the agricultural sector of Pakistan cannot be overstated as they are essential for crop protection and increased yield during the pre-harvest phase. (229, 1343, 449, 1371)
paragraph: In another significant development, the pre-arrest bail of Taswar Shahid, a leading figure in multiple sales tax fraud cases, was rejected by a court. Shahid was arrested outside the courtroom and is believed to be a key member of a gang that created fake sales tax inputs used by steel mills and beneficiaries, causing billions in revenue losses. (705, 1416, 937, 1458)
continuation-number: No #28 (705, 811, 741, 824)
paragraph: Most of the cancer survivors appreciated the humane treatment meted out by the cancer care team of PAEC cancer hospital INMOL. - APP (455, 613, 697, 630)
paragraph: The arrests are part of a nationwide operation launched by the Finance Ministry and FBR to curb the widespread use of fraudulent invoices in the business sector. (705, 1457, 937, 1474)
paragraph: He said foreign remittances have also been witnessing consistent increase for last several months which reflected the confidence of the overseas Pakistanis in the incumbent government. (455, 1425, 697, 1450)
paragraph: He said that eradication of poverty is the major agenda of the incumbent government to provide modern education and health facilities to the people to achieve the agenda of economic prosperity in the country. (455, 675, 697, 701)
column-2 (229, 56, 449, 1526)
paragraph: The commander of Iran's Revolutionary Guards warned Israel earlier on Thursday against attacking the Islamic Republic. (705, 749, 937, 766)
paragraph: The planning minister said the government is committed to empowering the common man and removing poverty from society by following sustainable development goals. (455, 650, 697, 675)
continuation-label: Continued from page 2 (77, 610, 191, 623)
paragraph: Speaking about this landmark achievement, Nadeem Naqvi, Acting CEO of Pakistan Stock Exchange, remarked, "Reaching the PKR 1 trillion mark in the issuance of GIS is a testament to the trust investors have placed in PSX and the ongoing demand for high-quality Shariah compliant instruments. Our commitment to innovation and market infrastructure has helped us grow rapidly in less than a year, and we continue to improve the experience for all our market participants. (455, 164, 697, 214)
paragraph: She stressed on the need of early diagnosis as the best strategy to cope with all types of cancer. (455, 385, 697, 402)
continuation-label: Continued from page 3 (77, 1230, 191, 1243)
article (455, 1408, 697, 1517)
paragraph: Coupled with the country's increasing agricultural productivity and economic growth, China has emerged as a key player in the international agrochemicals market. (229, 1264, 449, 1291)
paragraph: Wali Ullah Falahi, Deputy Commissioner Shigar, civil society members, and school staff were also present on the occasion. (8, 1264, 220, 1282)
paragraph: The turmoil eventually warranted a strong response from Punjab Chief Minister Maryam Nawaz who, while speaking to the media on Wednesday, announced a crackdown on those spreading fake news regarding the rape of a student. (705, 827, 937, 852)
paragraph: Other approved projects include the construction of the Peshawar-Dera Ismail Khan Motorway, a 120-kilometre-long transmission line, the establishment of a trade corridor, and the creation of a debt management fund. (455, 1055, 697, 1081)
paragraph: The Pakistani agrochemicals market is also experiencing significant growth. (229, 1290, 449, 1309)
continuation-label: Continued from page 8 (302, 1195, 416, 1208)
paragraph: Pakistan's recent issues in the third innings have been well-documented, failing to capitalise on positions of varying promise against Australia and Bangladesh, and it seemed as if they were prepared for another wobble after losing three wickets to Shoaib Bashir to be 43 for 3 at lunch. Saud Shakeel helped steady things, although he too had a life off Carse as Root couldn't get his hands up to a flashed cut at slip. (455, 805, 697, 847)
paragraph: The event was attended by Senate Chairman Syed Yusuf Raza Gilani, Deputy Prime Minister and Foreign Minister Ishaq Dar, and senators from the government and coalition parties. (705, 215, 937, 240)
paragraph: Salman did the bulk of the scoring, making his third 50-plus score of the series to steer the target up towards 300, and England's pain in the field was only increased by the knowledge that he could have been dismissed twice in single-figures. Brydon Carse was the unlucky bowler, as two chances went down in the space of three balls. Jamie Smith failing to hold a regulation nick behind the stumps before Joe Root shelled another to his right, the fact he was wearing a helmet and standing in close only partial mitigation. (455, 747, 697, 805)
continuation-label: Continued from page 3 (302, 297, 416, 310)
paragraph: Over 250 booked for Lahore college vandalism (711, 976, 845, 985)
paragraph: Chairman Senate Syed Yousuf Raza Gilani, DPM Ishaq Dar, and government allied parties' senators attended the event. (455, 1450, 697, 1467)
continuation-label: Continued from page 8 (302, 496, 416, 509)
continuation-number: No #6 (8, 929, 44, 942)
page-number: 7 (905, 1, 927, 43)
paragraph: 16 wickets fell and the spinners prospered. (455, 738, 577, 747)
section-title: CONTINUATIONS (513, 7, 764, 39)
continuation-label: Continued from page 3 (77, 1394, 191, 1407)
continuation-header (455, 1228, 697, 1243)
paragraph: 2300 teachers and has developed 17 N4HK Rooms with 11 partners from private and public sector across Pakistan." (8, 1245, 220, 1264)
paragraph: The Israeli military had been investigating whether Sinwar was among three Palestinian resistance fighters targeted in a recent offensive in Gaza. (705, 609, 937, 626)
